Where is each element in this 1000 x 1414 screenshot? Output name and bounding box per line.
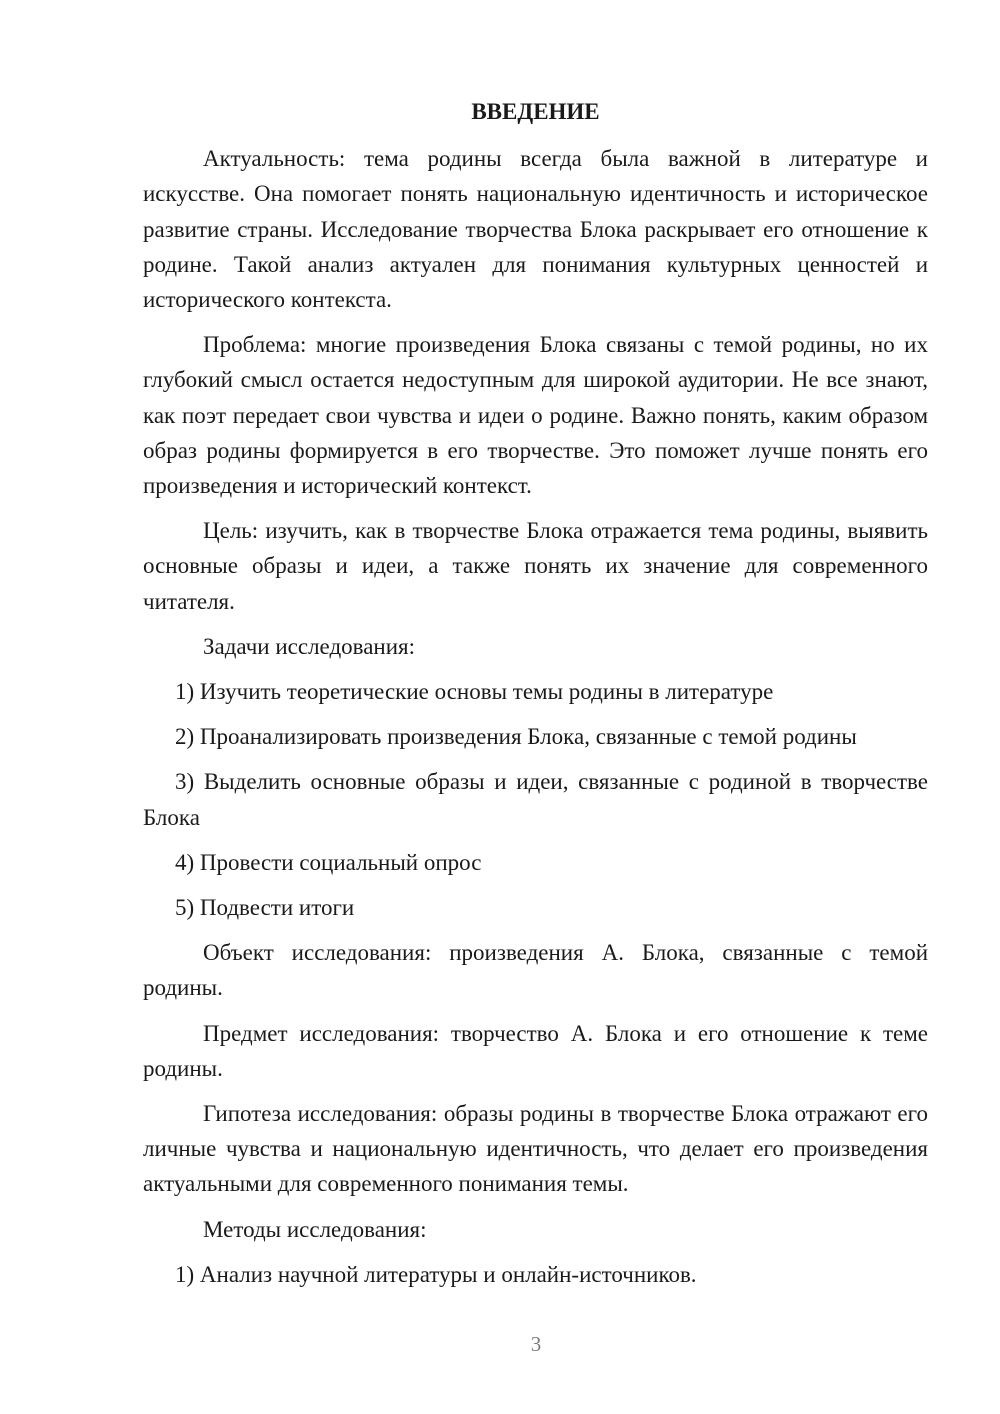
subject-paragraph: Предмет исследования: творчество А. Блока и его отношение к теме родины. (143, 1020, 928, 1081)
object-paragraph: Объект исследования: произведения А. Блока, связанные с темой родины. (143, 940, 928, 1001)
task-item: 2) Проанализировать произведения Блока, связанные с темой родины (175, 724, 857, 750)
tasks-heading: Задачи исследования: (203, 633, 416, 659)
hypothesis-paragraph: Гипотеза исследования: образы родины в творчестве Блока отражают его личные чувства и национальную идентичность, что делает его произведения актуальными для современного понимания темы. (143, 1101, 928, 1197)
task-item: 3) Выделить основные образы и идеи, связанные с родиной в творчестве Блока (143, 769, 928, 830)
method-item: 1) Анализ научной литературы и онлайн-источников. (175, 1261, 697, 1287)
task-item: 4) Провести социальный опрос (175, 849, 482, 875)
methods-heading: Методы исследования: (203, 1216, 427, 1242)
goal-paragraph: Цель: изучить, как в творчестве Блока отражается тема родины, выявить основные образы и идеи, а также понять их значение для современного читателя. (143, 518, 928, 614)
methods-list (143, 1257, 928, 1292)
relevance-paragraph: Актуальность: тема родины всегда была важной в литературе и искусстве. Она помогает понять национальную идентичность и историческое развитие страны. Исследование творчества Блока раскрывает его отношение к родине. Такой анализ актуален для понимания культурных ценностей и исторического контекста. (143, 146, 928, 313)
tasks-list (143, 674, 928, 925)
page-number: 3 (530, 1332, 542, 1356)
document-body (143, 94, 928, 1302)
task-item: 5) Подвести итоги (175, 895, 355, 921)
problem-paragraph: Проблема: многие произведения Блока связаны с темой родины, но их глубокий смысл остается недоступным для широкой аудитории. Не все знают, как поэт передает свои чувства и идеи о родине. Важно понять, каким образом образ родины формируется в его творчестве. Это поможет лучше понять его произведения и исторический контекст. (143, 332, 928, 499)
section-title: ВВЕДЕНИЕ (471, 99, 600, 124)
task-item: 1) Изучить теоретические основы темы родины в литературе (175, 679, 774, 705)
